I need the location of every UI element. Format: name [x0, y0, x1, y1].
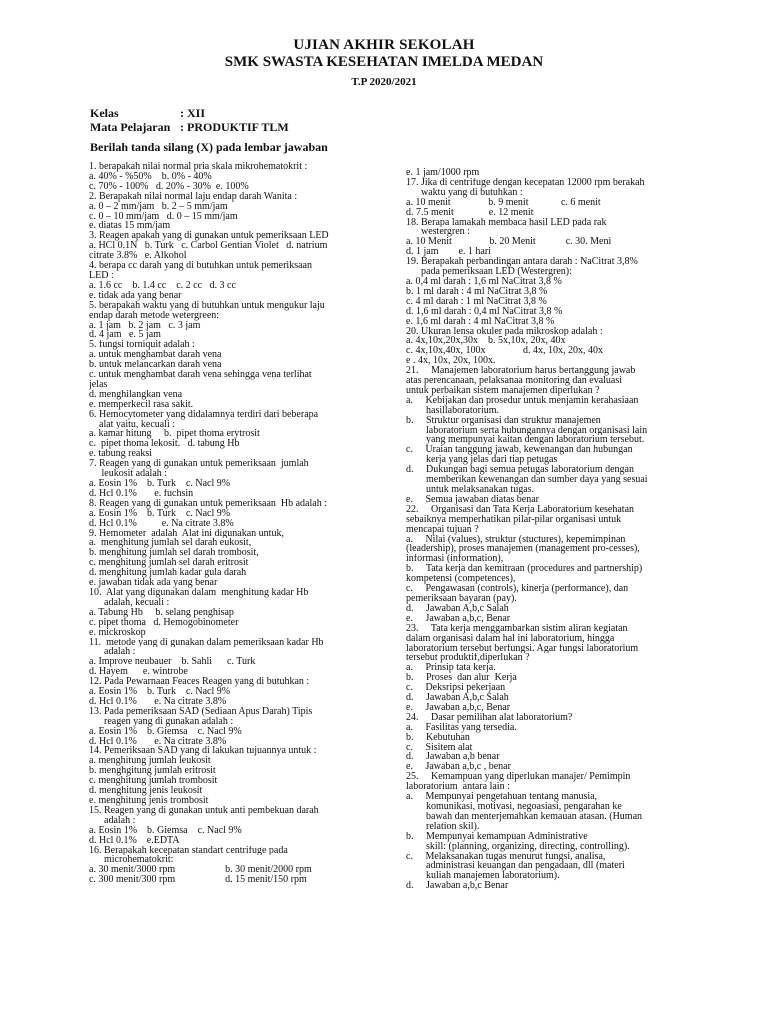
question-line: c. Melaksanakan tugas menurut fungsi, analisa, [406, 851, 606, 862]
question-line: d. menghilangkan vena [89, 389, 183, 400]
question-line: d. Jawaban a,b benar [406, 752, 500, 763]
question-line: 6. Hemocytometer yang didalamnya terdiri dari beberapa [89, 409, 319, 420]
question-line: d. Hayem e. wintrobe [89, 667, 188, 678]
question-line: c. 70% - 100% d. 20% - 30% e. 100% [89, 181, 249, 192]
question-line: b. menghitung jumlah sel darah trombosit, [89, 548, 259, 559]
left-column [89, 162, 371, 885]
question-line: c. Deksripsi pekerjaan [406, 683, 506, 694]
question-line: e. Jawaban a,b,c, Benar [406, 702, 511, 713]
question-line: reagen yang di gunakan adalah : [89, 716, 234, 727]
question-line: a. Fasilitas yang tersedia. [406, 722, 517, 733]
question-line: a. 10 Menit b. 20 Menit c. 30. Meni [406, 237, 612, 248]
question-line: e. mickroskop [89, 627, 146, 638]
question-line: 24. Dasar pemilihan alat laboratorium? [406, 712, 573, 723]
question-line: 7. Reagen yang di gunakan untuk pemeriksaan jumlah [89, 459, 309, 470]
question-line: skill: (planning, organizing, directing, controlling). [406, 841, 630, 852]
exam-title: UJIAN AKHIR SEKOLAH [293, 37, 475, 53]
question-line: a. 4x,10x,20x,30x b. 5x,10x, 20x, 40x [406, 336, 566, 347]
question-line: a. kamar hitung b. pipet thoma erytrosit [89, 429, 260, 440]
question-line: d. 7.5 menit e. 12 menit [406, 207, 534, 218]
question-line: b. menghgitung jumlah eritrosit [89, 766, 216, 777]
exam-meta [90, 106, 289, 134]
question-line: c. 300 menit/300 rpm d. 15 menit/150 rpm [89, 875, 307, 886]
question-line: a. Mempunyai pengetahuan tentang manusia, [406, 792, 598, 802]
question-line: administrasi keuangan dan pengadaan, dll (materi [406, 861, 625, 872]
question-line: yang mempunyai kaitan dengan laboratorium tersebut. [406, 435, 645, 446]
question-line: e. tidak ada yang benar [89, 290, 182, 301]
question-line: e . 4x, 10x, 20x, 100x. [406, 356, 496, 367]
question-line: adalah, kecuali : [89, 597, 170, 608]
question-line: b. 1 ml darah : 4 ml NaCitrat 3,8 % [406, 286, 548, 297]
question-line: e. jawaban tidak ada yang benar [89, 578, 218, 588]
school-name: SMK SWASTA KESEHATAN IMELDA MEDAN [224, 54, 544, 70]
question-line: laboratorium tersebut berfungsi. Agar fungsi laboratorium [406, 643, 639, 654]
kelas-label: Kelas [90, 106, 119, 120]
question-line: e. menghitung jenis trombosit [89, 796, 209, 806]
question-line: westergren : [406, 227, 470, 238]
question-line: a. untuk menghambat darah vena [89, 350, 222, 361]
question-line: 5. berapakah waktu yang di butuhkan untuk mengukur laju [89, 300, 325, 311]
question-line: alat yaitu, kecuali : [89, 419, 176, 430]
question-line: untuk perbaikan sistem manajemen diperlukan ? [406, 385, 600, 396]
question-line: adalah : [89, 647, 136, 658]
question-line: d. Hcl 0.1% e. Na citrate 3.8% [89, 736, 227, 747]
question-line: c. Pengawasan (controls), kinerja (performance), dan [406, 584, 629, 594]
question-line: 9. Hemometer adalah Alat ini digunakan untuk, [89, 528, 284, 539]
question-line: kompetensi (competences), [406, 574, 516, 585]
mapel-value: : PRODUKTIF TLM [180, 120, 289, 134]
question-line: leukosit adalah : [89, 469, 168, 479]
question-line: 23. Tata kerja menggambarkan sistim aliran kegiatan [406, 623, 628, 634]
question-line: komunikasi, motivasi, negoasiasi, pengarahan ke [406, 802, 622, 812]
question-line: a. 1 jam b. 2 jam c. 3 jam [89, 320, 201, 331]
question-line: b. Kebutuhan [406, 732, 470, 743]
question-line: b. Proses dan alur Kerja [406, 673, 517, 684]
question-line: mencapai tujuan ? [406, 524, 479, 535]
question-line: 1. berapakah nilai normal pria skala mikrohematokrit : [89, 162, 308, 172]
question-line: e. 1,6 ml darah : 4 ml NaCitrat 3,8 % [406, 316, 555, 327]
question-line: d. 1 jam e. 1 hari [406, 247, 491, 258]
question-line: a. 1.6 cc b. 1.4 cc c. 2 cc d. 3 cc [89, 280, 236, 291]
question-line: memberikan kewenangan dan sumber daya yang sesuai [406, 475, 648, 485]
question-line: a. 0,4 ml darah : 1,6 ml NaCitrat 3,8 % [406, 276, 562, 287]
question-line: a. HCl 0.1N b. Turk c. Carbol Gentian Violet d. natrium [89, 241, 328, 252]
exam-header [0, 37, 768, 90]
question-line: 5. fungsi torniquit adalah : [89, 340, 195, 351]
question-line: d. Jawaban a,b,c Benar [406, 881, 509, 892]
question-line: e. memperkecil rasa sakit. [89, 399, 194, 410]
question-line: c. 0 – 10 mm/jam d. 0 – 15 mm/jam [89, 211, 238, 222]
question-line: 10. Alat yang digunakan dalam menghitung kadar Hb [89, 587, 309, 598]
question-line: a. Tabung Hb b. selang penghisap [89, 607, 234, 618]
question-line: LED : [89, 270, 114, 281]
question-line: 19. Berapakah perbandingan antara darah : NaCitrat 3,8% [406, 257, 638, 268]
question-line: 18. Berapa lamakah membaca hasil LED pada rak [406, 217, 607, 228]
question-line: e. Semua jawaban diatas benar [406, 494, 540, 505]
question-line: hasillaboratorium. [406, 405, 500, 416]
question-line: endap darah metode wetergreen: [89, 310, 220, 321]
question-line: d. 1,6 ml darah : 0,4 ml NaCitrat 3,8 % [406, 306, 563, 317]
question-line: 14. Pemeriksaan SAD yang di lakukan tujuannya untuk : [89, 746, 317, 757]
question-line: a. Eosin 1% b. Giemsa c. Nacl 9% [89, 726, 242, 737]
question-line: e. tabung reaksi [89, 449, 153, 460]
question-line: 3. Reagen apakah yang di gunakan untuk pemeriksaan LED [89, 231, 329, 242]
kelas-value: : XII [180, 106, 206, 120]
question-line: a. Nilai (values), struktur (stuctures), kepemimpinan [406, 534, 626, 545]
question-line: d. Hcl 0.1% e. fuchsin [89, 488, 194, 499]
question-line: b. Mempunyai kemampuan Administrative [406, 831, 588, 842]
question-line: d. Hcl 0.1% e.EDTA [89, 835, 180, 846]
question-line: kerja yang jelas dari tiap petugas [406, 455, 558, 466]
question-line: (leadership), proses manajemen (management pro-cesses), [406, 544, 640, 555]
question-line: 13. Pada pemeriksaan SAD (Sediaan Apus Darah) Tipis [89, 706, 313, 717]
question-line: a. menghitung jumlah sel darah eukosit, [89, 538, 252, 549]
question-line: pemeriksaan bayaran (pay). [406, 593, 517, 604]
question-line: jelas [89, 379, 108, 390]
question-line: e. Jawaban a,b,c , benar [406, 762, 511, 773]
question-line: d. Hcl 0.1% e. Na citrate 3.8% [89, 696, 227, 707]
question-line: c. pipet thoma lekosit. d. tabung Hb [89, 439, 240, 450]
question-line: a. 0 – 2 mm/jam b. 2 – 5 mm/jam [89, 201, 228, 212]
question-line: d. Dukungan bagi semua petugas laboratorium dengan [406, 465, 634, 476]
question-line: c. 4x,10x,40x, 100x d. 4x, 10x, 20x, 40x [406, 346, 603, 357]
question-line: c. Sisitem alat [406, 742, 473, 753]
question-line: a. 10 menit b. 9 menit c. 6 menit [406, 197, 601, 208]
question-line: kuliah manajemen laboratorium). [406, 871, 560, 882]
mapel-label: Mata Pelajaran [90, 120, 171, 134]
question-line: a. 40% - %50% b. 0% - 40% [89, 171, 212, 182]
question-line: a. Eosin 1% b. Turk c. Nacl 9% [89, 508, 231, 519]
question-line: c. 4 ml darah : 1 ml NaCitrat 3,8 % [406, 296, 547, 307]
question-line: citrate 3.8% e. Alkohol [89, 251, 187, 262]
question-line: 22. Organisasi dan Tata Kerja Laboratorium kesehatan [406, 504, 635, 515]
question-line: d. Hcl 0.1% e. Na citrate 3.8% [89, 518, 234, 529]
question-line: 25. Kemampuan yang diperlukan manajer/ Pemimpin [406, 772, 631, 783]
question-line: untuk melaksanakan tugas. [406, 485, 535, 495]
question-line: 2. Berapakah nilai normal laju endap darah Wanita : [89, 191, 298, 202]
question-line: a. Eosin 1% b. Turk c. Nacl 9% [89, 479, 231, 489]
question-line: microhematokrit: [89, 855, 174, 866]
kelas-row [90, 106, 289, 120]
question-line: adalah : [89, 815, 136, 826]
question-line: c. menghitung jumlah sel darah eritrosit [89, 558, 249, 569]
right-column [406, 168, 682, 891]
question-line: c. menghitung jumlah trombosit [89, 776, 218, 787]
question-line: tersebut produktif,diperlukan ? [406, 653, 530, 664]
question-line: c. Uraian tanggung jawab, kewenangan dan hubungan [406, 445, 633, 456]
question-line: d. 4 jam e. 5 jam [89, 330, 161, 341]
question-line: waktu yang di butuhkan : [406, 187, 523, 198]
question-line: bawah dan menterjemahkan kemauan atasan. (Human [406, 811, 643, 822]
question-line: laboratorium serta hubungannya dengan organisasi lain [406, 425, 648, 436]
question-line: a. 30 menit/3000 rpm b. 30 menit/2000 rpm [89, 865, 312, 876]
instruction: Berilah tanda silang (X) pada lembar jawaban [90, 140, 328, 154]
question-line: b. Tata kerja dan kemitraan (procedures and partnership) [406, 564, 643, 575]
question-line: 15. Reagen yang di gunakan untuk anti pembekuan darah [89, 805, 319, 816]
question-line: d. menghitung jenis leukosit [89, 786, 203, 796]
question-line: d. Jawaban A,b,c Salah [406, 693, 509, 703]
question-line: c. pipet thoma d. Hemogobinometer [89, 617, 239, 628]
question-line: 20. Ukuran lensa okuler pada mikroskop adalah : [406, 326, 603, 337]
question-line: 21. Manajemen laboratorium harus bertanggung jawab [406, 366, 636, 377]
question-line: b. untuk melancarkan darah vena [89, 360, 222, 371]
question-line: e. diatas 15 mm/jam [89, 221, 171, 232]
question-line: c. untuk menghambat darah vena sehingga vena terlihat [89, 370, 312, 380]
question-line: d. menghitung jumlah kadar gula darah [89, 568, 247, 579]
question-line: e. Jawaban a,b,c, Benar [406, 613, 511, 624]
question-line: a. Prinsip tata kerja. [406, 663, 496, 674]
question-line: 11. metode yang di gunakan dalam pemeriksaan kadar Hb [89, 637, 324, 648]
question-line: a. Improve neubauer b. Sahli c. Turk [89, 657, 256, 668]
question-line: a. menghitung jumlah leukosit [89, 756, 211, 767]
question-line: sebaiknya memperhatikan pilar-pilar organisasi untuk [406, 514, 622, 525]
question-line: a. Kebijakan dan prosedur untuk menjamin kerahasiaan [406, 395, 639, 406]
question-line: 17. Jika di centrifuge dengan kecepatan 12000 rpm berakah [406, 177, 645, 188]
question-line: laboratorium antara lain : [406, 782, 510, 793]
question-line: 16. Berapakah kecepatan standart centrifuge pada [89, 845, 288, 856]
question-line: b. Struktur organisasi dan struktur manajemen [406, 415, 601, 426]
mapel-row [90, 120, 289, 134]
question-line: 8. Reagen yang di gunakan untuk pemeriksaan Hb adalah : [89, 498, 327, 509]
question-line: informasi (information), [406, 554, 504, 565]
question-line: pada pemeriksaan LED (Westergren): [406, 267, 572, 277]
academic-year: T.P 2020/2021 [351, 76, 417, 88]
question-line: 12. Pada Pewarnaan Feaces Reagen yang di butuhkan : [89, 677, 310, 688]
question-line: dalam organisasi dalam hal ini laboratorium, hingga [406, 633, 615, 644]
question-line: 4. berapa cc darah yang di butuhkan untuk pemeriksaan [89, 261, 312, 271]
question-line: a. Eosin 1% b. Giemsa c. Nacl 9% [89, 825, 242, 836]
question-line: a. Eosin 1% b. Turk c. Nacl 9% [89, 687, 231, 697]
question-line: d. Jawaban A,b,c Salah [406, 603, 509, 614]
question-line: atas perencanaan, pelaksanaa monitoring dan evaluasi [406, 376, 623, 386]
question-line: relation skil). [406, 821, 480, 832]
question-line: e. 1 jam/1000 rpm [406, 168, 480, 178]
